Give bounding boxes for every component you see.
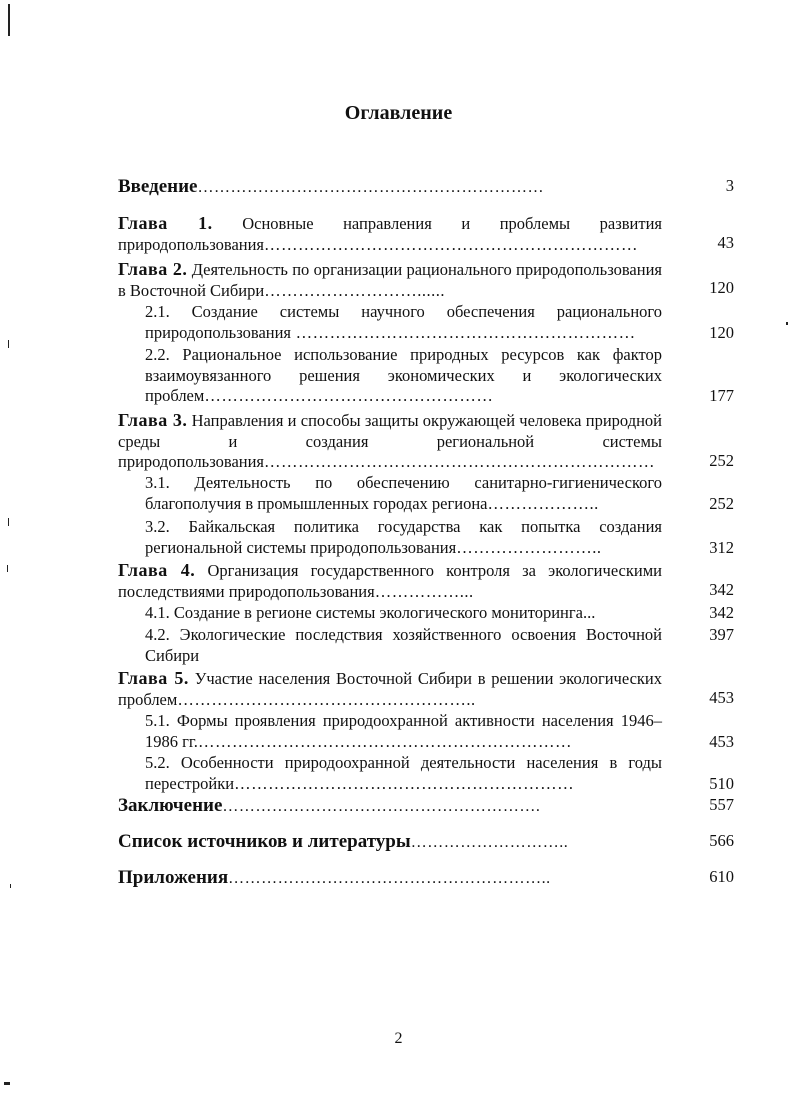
entry-text: Список источников и литературы (118, 831, 411, 852)
entry-text: Введение (118, 176, 198, 197)
entry-text: 4.2. Экологические последствия хозяйственного освоения Восточной Сибири (145, 625, 662, 665)
toc-entry-chapter-3[interactable] (118, 410, 662, 473)
entry-text: Участие населения Восточной Сибири в решении экологических проблем (118, 669, 663, 709)
entry-text: Организация государственного контроля за экологическими последствиями природопользования (118, 561, 662, 601)
leader-dots: …………………………………………… (204, 386, 494, 405)
entry-text: 3.1. Деятельность по обеспечению санитарно-гигиенического благополучия в промышленных городах региона (145, 473, 662, 513)
page-number: 453 (709, 688, 734, 707)
leader-dots: ………………………...... (264, 280, 445, 300)
chapter-label: Глава 2. (118, 259, 188, 279)
toc-entry-chapter-1[interactable] (118, 213, 662, 255)
scan-artifact (4, 1082, 10, 1085)
toc-entry-section-3-2[interactable] (145, 517, 662, 558)
toc-entry-chapter-2[interactable] (118, 259, 662, 301)
chapter-label: Глава 5. (118, 668, 189, 688)
page-number: 453 (709, 732, 734, 751)
leader-dots: ……………………………………………………… (197, 179, 544, 196)
page-number: 312 (709, 538, 734, 557)
toc-entry-section-5-1[interactable] (145, 711, 662, 752)
toc-entry-section-2-2[interactable] (145, 345, 662, 407)
page-footer-number: 2 (394, 1030, 403, 1047)
entry-text: 2.1. Создание системы научного обеспечения рационального природопользования (145, 302, 662, 342)
leader-dots: ……………………….. (410, 834, 569, 851)
scan-artifact (10, 884, 11, 888)
page-number: 252 (709, 494, 734, 513)
entry-text: 5.1. Формы проявления природоохранной активности населения 1946–1986 гг. (145, 711, 662, 751)
entry-text: Деятельность по организации рационального природопользования в Восточной Сибири (118, 260, 663, 300)
page-number: 252 (709, 451, 734, 470)
page-number: 3 (725, 176, 734, 195)
leader-dots: …………………………………………………. (222, 798, 541, 815)
toc-entry-sources[interactable] (118, 831, 662, 854)
entry-text: Заключение (118, 795, 223, 816)
entry-text: 5.2. Особенности природоохранной деятельности населения в годы перестройки (145, 753, 662, 793)
scan-artifact (786, 322, 788, 325)
page-number: 43 (717, 233, 734, 252)
chapter-label: Глава 3. (118, 410, 188, 430)
scan-artifact (8, 518, 9, 526)
scan-artifact (8, 4, 10, 36)
entry-text: 3.2. Байкальская политика государства как попытка создания региональной системы природопользования (145, 517, 662, 557)
leader-dots: …………………………………………….. (177, 689, 476, 709)
page-number: 566 (709, 831, 734, 850)
page-number: 557 (709, 795, 734, 814)
page-number: 610 (709, 867, 734, 886)
leader-dots: ………………………………………………………… (264, 234, 639, 254)
page-number: 510 (709, 774, 734, 793)
toc-entry-section-2-1[interactable] (145, 302, 662, 343)
toc-entry-chapter-5[interactable] (118, 668, 662, 710)
leader-dots: ……………….. (487, 493, 599, 513)
entry-text: Направления и способы защиты окружающей человека природной среды и создания региональной системы природопользования (118, 411, 662, 471)
toc-entry-section-3-1[interactable] (145, 473, 662, 514)
toc-entry-section-4-2[interactable] (145, 625, 662, 666)
page-number: 342 (709, 603, 734, 622)
leader-dots: …………………………………………………………… (264, 452, 656, 471)
page-number: 120 (709, 278, 734, 297)
leader-dots: ……………... (374, 581, 474, 601)
entry-text: Основные направления и проблемы развития природопользования (118, 214, 662, 254)
page-number: 397 (709, 625, 734, 644)
page-number: 177 (709, 386, 734, 405)
toc-entry-chapter-4[interactable] (118, 560, 662, 602)
toc-entry-appendices[interactable] (118, 867, 662, 890)
leader-dots: …………………………………………………… (234, 773, 575, 793)
leader-dots: ………………………………………………………… (197, 731, 572, 751)
document-title: Оглавление (344, 102, 453, 124)
leader-dots: …………………………………………………… (291, 322, 636, 342)
toc-entry-section-5-2[interactable] (145, 753, 662, 794)
entry-text: 4.1. Создание в регионе системы экологического мониторинга... (145, 603, 596, 622)
chapter-label: Глава 1. (118, 213, 213, 233)
toc-entry-conclusion[interactable] (118, 795, 662, 818)
leader-dots: …………………….. (456, 537, 602, 557)
scan-artifact (7, 565, 8, 572)
leader-dots: ………………………………………………….. (228, 870, 551, 887)
page-number: 120 (709, 323, 734, 342)
scan-artifact (8, 340, 9, 348)
page-number: 342 (709, 580, 734, 599)
toc-entry-section-4-1[interactable] (145, 603, 662, 624)
chapter-label: Глава 4. (118, 560, 196, 580)
entry-text: Приложения (118, 867, 229, 888)
entry-text: 2.2. Рациональное использование природных ресурсов как фактор взаимоувязанного решения экономических и экологических проблем (145, 345, 662, 405)
toc-entry-introduction[interactable] (118, 176, 662, 199)
